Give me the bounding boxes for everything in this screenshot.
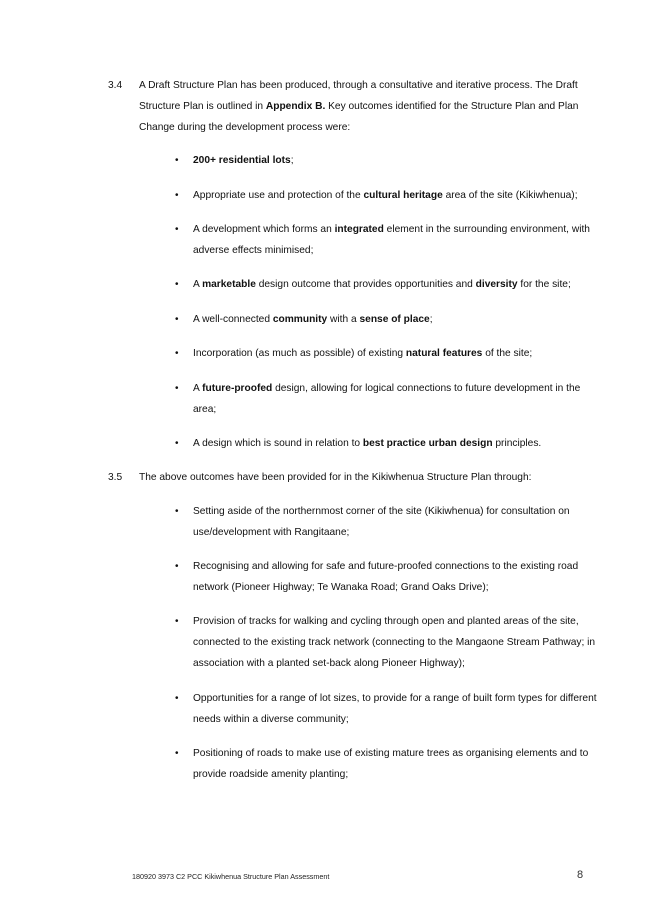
paragraph-number: 3.4 <box>108 80 123 91</box>
paragraph-text: A Draft Structure Plan has been produced, through a consultative and iterative process. The Draft Structure Plan is outlined in Appendix B. Key outcomes identified for the Structure Plan and Plan Change during the development process were: <box>139 80 579 133</box>
bullet-icon: • <box>175 693 179 704</box>
document-page: 3.4 A Draft Structure Plan has been produced, through a consultative and iterative process. The Draft Structure Plan is outlined in Appendix B. Key outcomes identified for the Structure Plan and Plan Change during the development process were: • 200+ residential lots; • Appropriate use and protection of the cultural heritage area of the site (Kikiwhenua); • A development which forms an integrated element in the surrounding environment, with adverse effects minimised; • A marketable design outcome that provides opportunities and diversity for the site; • A well-connected community with a sense of place; • Incorporation (as much as possible) of existing natural features of the site; • A future-proofed design, allowing for logical connections to future development in the area; • A design which is sound in relation to best practice urban design principles. 3.5 The above outcomes have been provided for in the Kikiwhenua Structure Plan through: • Setting aside of the northernmost corner of the site (Kikiwhenua) for consultation on use/development with Rangitaane; • Recognising and allowing for safe and future-proofed connections to the existing road network (Pioneer Highway; Te Wanaka Road; Grand Oaks Drive); • Provision of tracks for walking and cycling through open and planted areas of the site, connected to the existing track network (connecting to the Mangaone Stream Pathway; in association with a planted set-back along Pioneer Highway); • Opportunities for a range of lot sizes, to provide for a range of built form types for different needs within a diverse community; • Positioning of roads to make use of existing mature trees as organising elements and to provide roadside amenity planting; 180920 3973 C2 PCC Kikiwhenua Structure Plan Assessment 8 <box>0 0 645 911</box>
bullet-icon: • <box>175 561 179 572</box>
bullet-icon: • <box>175 279 179 290</box>
bullet-icon: • <box>175 155 179 166</box>
page-number: 8 <box>577 869 584 881</box>
bullet-icon: • <box>175 314 179 325</box>
footer-document-reference: 180920 3973 C2 PCC Kikiwhenua Structure Plan Assessment <box>132 872 330 881</box>
bullet-icon: • <box>175 616 179 627</box>
bullet-icon: • <box>175 383 179 394</box>
paragraph-text: The above outcomes have been provided for in the Kikiwhenua Structure Plan through: <box>139 472 532 483</box>
bullet-icon: • <box>175 748 179 759</box>
paragraph-number: 3.5 <box>108 472 123 483</box>
bullet-icon: • <box>175 190 179 201</box>
bullet-icon: • <box>175 438 179 449</box>
bullet-icon: • <box>175 224 179 235</box>
bullet-icon: • <box>175 506 179 517</box>
bullet-icon: • <box>175 348 179 359</box>
